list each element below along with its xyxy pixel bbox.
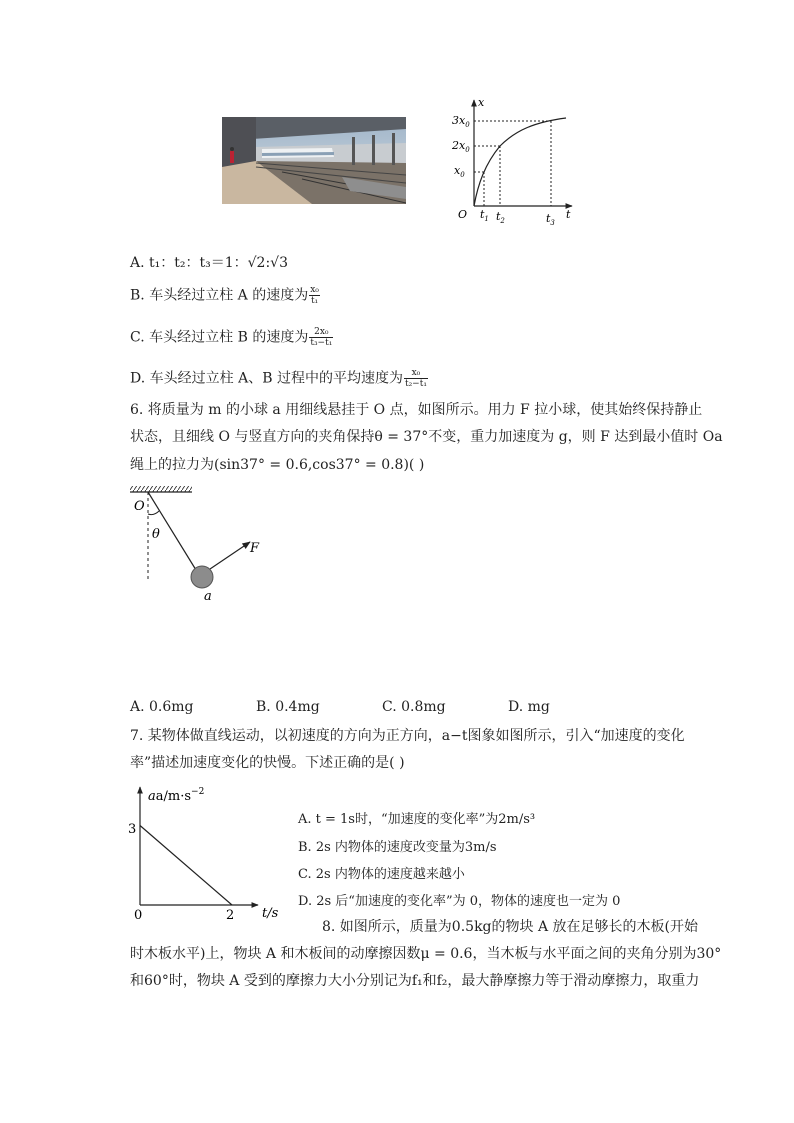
y-tick-2x: $2x_0$ [452, 139, 470, 154]
q6-option-d: D. mg [508, 699, 550, 715]
option-text: 车头经过立柱 A、B 过程中的平均速度为 [149, 370, 403, 387]
q5-option-b [130, 285, 320, 306]
fraction: $\frac{\text{x₀}}{\text{t₁}}$ [310, 285, 319, 306]
pendulum-figure [126, 484, 276, 604]
a-axis-label: $aa/m\cdot s^{-2}$ [148, 787, 205, 804]
x-axis-label: t [566, 208, 571, 221]
q8-stem-line1: 8. 如图所示，质量为0.5kg的物块 A 放在足够长的木板(开始 [322, 919, 698, 935]
q5-option-c [130, 327, 333, 348]
fraction: $\frac{\text{2x₀}}{\text{t₃−t₁}}$ [310, 327, 333, 348]
theta-label: θ [152, 527, 160, 542]
q6-option-a: A. 0.6mg [130, 699, 194, 715]
q6-stem-line2: 状态，且细线 O 与竖直方向的夹角保持θ = 37°不变，重力加速度为 g，则 F 达到最小值时 Oa [130, 429, 723, 445]
t-axis-label: t/s [262, 906, 279, 921]
option-label: B. [130, 287, 145, 304]
y-axis-label: x [478, 96, 485, 109]
ball-a-label: a [204, 589, 212, 604]
q5-option-a [130, 253, 288, 273]
x-tick-t2: $t_2$ [496, 210, 505, 225]
x-t-graph [440, 94, 580, 226]
q7-stem-line1: 7. 某物体做直线运动，以初速度的方向为正方向，a−t图象如图所示，引入“加速度的变化 [130, 728, 685, 744]
q6-option-c: C. 0.8mg [382, 699, 446, 715]
q6-option-b: B. 0.4mg [256, 699, 320, 715]
q7-option-d: D. 2s 后“加速度的变化率”为 0，物体的速度也一定为 0 [298, 894, 621, 909]
q7-stem-line2: 率”描述加速度变化的快慢。下述正确的是( ) [130, 755, 405, 771]
a-t-graph [120, 781, 295, 923]
option-label: C. [130, 329, 145, 346]
q7-option-c: C. 2s 内物体的速度越来越小 [298, 867, 465, 882]
y-tick-3: 3 [128, 822, 137, 837]
force-f-label: F [250, 541, 260, 556]
y-tick-x: $x_0$ [454, 164, 465, 179]
q5-option-d [130, 368, 428, 389]
fraction: $\frac{\text{x₀}}{\text{t₂−t₁}}$ [404, 368, 427, 389]
a-t-line [140, 826, 232, 906]
x-tick-t1: $t_1$ [480, 208, 489, 223]
option-text: 车头经过立柱 B 的速度为 [149, 329, 309, 346]
option-text: t₁：t₂：t₃＝1：√2:√3 [149, 255, 289, 271]
x-tick-2: 2 [226, 908, 235, 923]
q6-stem-line3: 绳上的拉力为(sin37° = 0.6,cos37° = 0.8)( ) [130, 457, 425, 473]
point-o-label: O [134, 499, 145, 514]
q7-option-a: A. t = 1s时，“加速度的变化率”为2m/s³ [298, 812, 536, 827]
option-label: D. [130, 370, 146, 387]
q7-option-b: B. 2s 内物体的速度改变量为3m/s [298, 840, 497, 855]
x-tick-t3: $t_3$ [546, 212, 555, 226]
option-label: A. [130, 255, 145, 271]
train-station-photo [222, 117, 406, 204]
q8-stem-line2: 时木板水平)上，物块 A 和木板间的动摩擦因数μ = 0.6，当木板与水平面之间的夹角分别为30° [130, 946, 722, 962]
q6-stem-line1: 6. 将质量为 m 的小球 a 用细线悬挂于 O 点，如图所示。用力 F 拉小球，使其始终保持静止 [130, 402, 703, 418]
origin-zero-label: 0 [134, 908, 143, 923]
origin-label: O [458, 208, 468, 221]
q8-stem-line3: 和60°时，物块 A 受到的摩擦力大小分别记为f₁和f₂，最大静摩擦力等于滑动摩擦力，取重力 [130, 973, 700, 989]
option-text: 车头经过立柱 A 的速度为 [149, 287, 309, 304]
y-tick-3x: $3x_0$ [452, 114, 470, 129]
